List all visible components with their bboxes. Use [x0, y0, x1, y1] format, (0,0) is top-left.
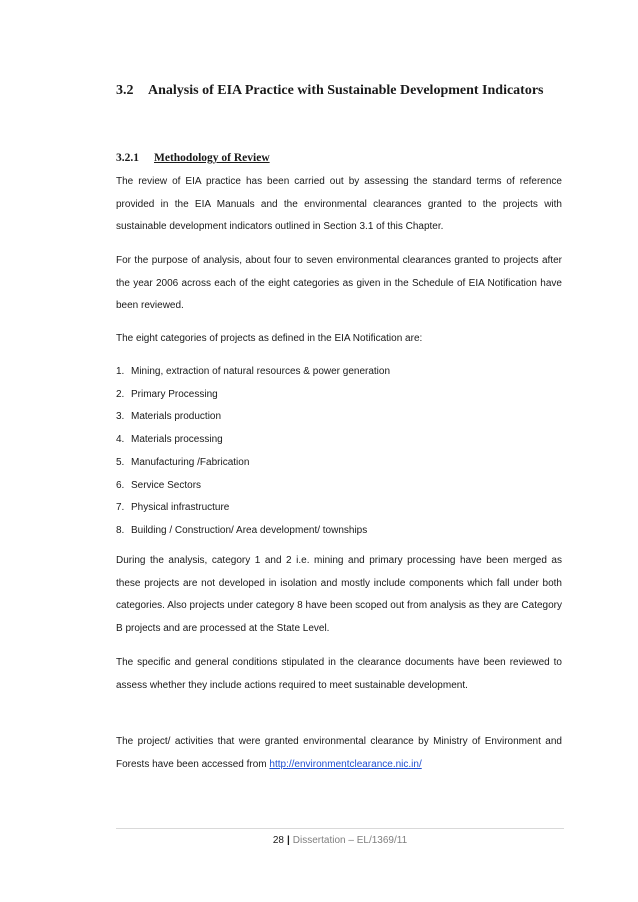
- paragraph-analysis-purpose: [116, 250, 562, 318]
- footer-separator: |: [286, 835, 290, 846]
- list-item: 2. Primary Processing: [116, 388, 218, 400]
- paragraph-review-intro: [116, 171, 562, 239]
- list-item: 3. Materials production: [116, 411, 222, 423]
- list-item: 8. Building / Construction/ Area development/ townships: [116, 524, 368, 536]
- paragraph-text: The eight categories of projects as defined in the EIA Notification are:: [116, 333, 423, 344]
- footer-document-id: Dissertation – EL/1369/11: [292, 835, 408, 846]
- subsection-title: Methodology of Review: [154, 152, 270, 164]
- list-item: 1. Mining, extraction of natural resources & power generation: [116, 366, 391, 377]
- subsection-number: 3.2.1: [116, 152, 139, 164]
- paragraph-text: The project/ activities that were granted environmental clearance by Ministry of Environment and Forests have been accessed from http://environmentclearance.nic.in/: [116, 736, 562, 770]
- paragraph-text: The specific and general conditions stipulated in the clearance documents have been reviewed to assess whether they include actions required to meet sustainable development.: [116, 657, 562, 691]
- subsection-heading: [116, 152, 270, 164]
- section-number: 3.2: [116, 83, 134, 98]
- section-heading: [116, 78, 562, 104]
- section-title: Analysis of EIA Practice with Sustainable Development Indicators: [148, 83, 544, 98]
- category-list: [116, 361, 562, 543]
- list-item: 5. Manufacturing /Fabrication: [116, 456, 250, 468]
- paragraph-text: The review of EIA practice has been carried out by assessing the standard terms of reference provided in the EIA Manuals and the environmental clearances granted to the projects with sustainable development indicators outlined in Section 3.1 of this Chapter.: [116, 176, 562, 232]
- page-footer: [116, 835, 564, 846]
- paragraph-text: During the analysis, category 1 and 2 i.e. mining and primary processing have been merged as these projects are not developed in isolation and mostly include components which fall under both categories. Also projects under category 8 have been scoped out from analysis as they are Category B projects and are processed at the State Level.: [116, 555, 562, 634]
- footer-divider: [116, 828, 564, 829]
- paragraph-merged-categories: [116, 550, 562, 640]
- paragraph-conditions: [116, 652, 562, 697]
- list-item: 7. Physical infrastructure: [116, 502, 230, 514]
- list-item: 4. Materials processing: [116, 434, 223, 446]
- paragraph-source: [116, 731, 562, 776]
- list-item: 6. Service Sectors: [116, 479, 202, 491]
- paragraph-categories-intro: [116, 328, 562, 351]
- page-number: 28: [272, 835, 284, 846]
- environment-clearance-link[interactable]: http://environmentclearance.nic.in/: [269, 758, 422, 770]
- paragraph-text: For the purpose of analysis, about four to seven environmental clearances granted to projects after the year 2006 across each of the eight categories as given in the Schedule of EIA Notification have been reviewed.: [116, 255, 562, 311]
